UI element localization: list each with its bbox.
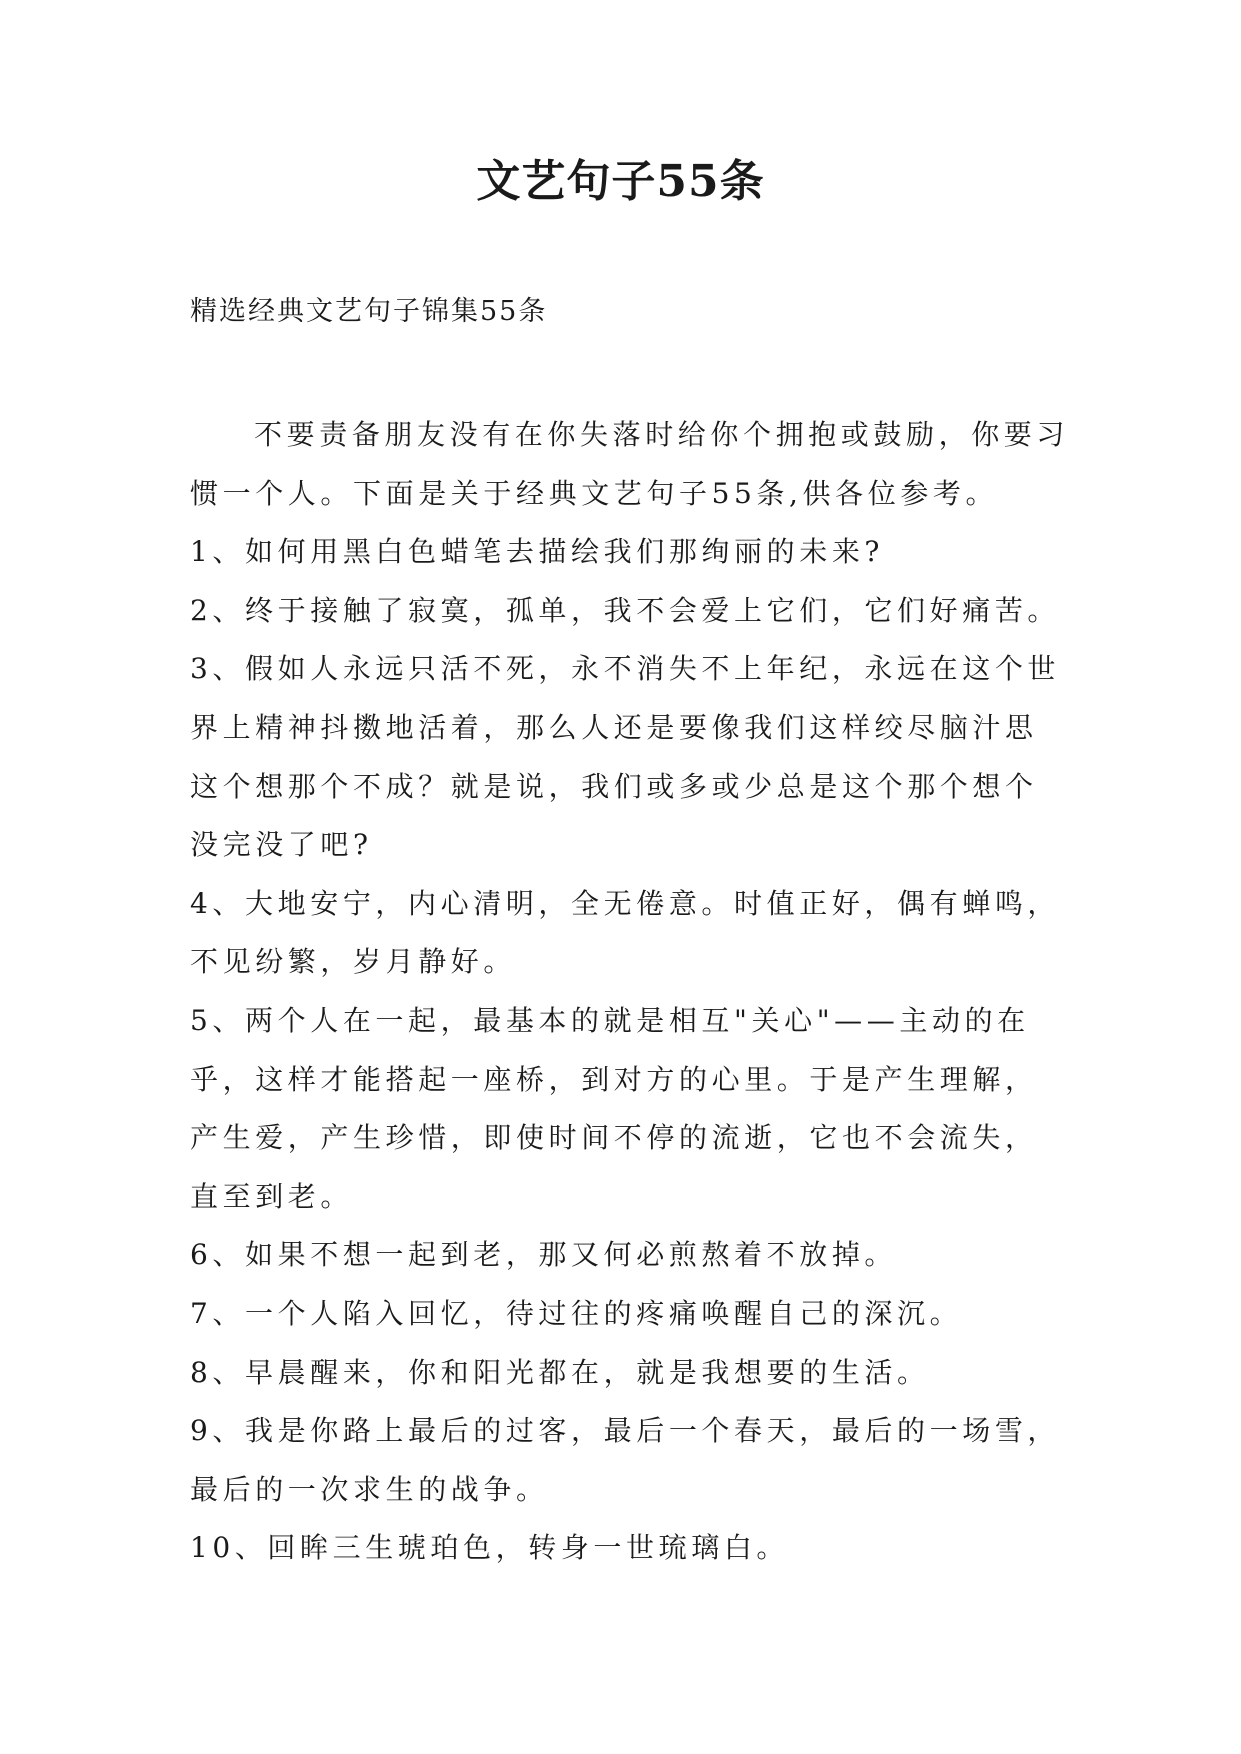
list-item: 8、早晨醒来，你和阳光都在，就是我想要的生活。 bbox=[190, 1355, 930, 1389]
list-item: 3、假如人永远只活不死，永不消失不上年纪，永远在这个世界上精神抖擞地活着，那么人还是要像我们这样绞尽脑汁思这个想那个不成？就是说，我们或多或少总是这个那个想个没完没了吧? bbox=[190, 652, 1061, 862]
list-item: 6、如果不想一起到老，那又何必煎熬着不放掉。 bbox=[190, 1238, 898, 1272]
list-item: 10、回眸三生琥珀色，转身一世琉璃白。 bbox=[190, 1531, 790, 1565]
list-item: 7、一个人陷入回忆，待过往的疼痛唤醒自己的深沉。 bbox=[190, 1296, 963, 1330]
list-item: 5、两个人在一起，最基本的就是相互"关心"——主动的在乎，这样才能搭起一座桥，到对方的心里。于是产生理解，产生爱，产生珍惜，即使时间不停的流逝，它也不会流失，直至到老。 bbox=[190, 1003, 1038, 1213]
list-item: 9、我是你路上最后的过客，最后一个春天，最后的一场雪，最后的一次求生的战争。 bbox=[190, 1414, 1061, 1506]
document-subtitle: 精选经典文艺句子锦集55条 bbox=[190, 296, 548, 327]
list-item: 2、终于接触了寂寞，孤单，我不会爱上它们，它们好痛苦。 bbox=[190, 593, 1061, 627]
list-item: 4、大地安宁，内心清明，全无倦意。时值正好，偶有蝉鸣，不见纷繁，岁月静好。 bbox=[190, 886, 1061, 979]
document-body bbox=[190, 406, 1070, 1578]
list-item: 1、如何用黑白色蜡笔去描绘我们那绚丽的未来? bbox=[190, 535, 885, 569]
intro-paragraph: 不要责备朋友没有在你失落时给你个拥抱或鼓励，你要习惯一个人。下面是关于经典文艺句子55条,供各位参考。 bbox=[190, 418, 1070, 510]
document-title: 文艺句子55条 bbox=[476, 156, 765, 207]
